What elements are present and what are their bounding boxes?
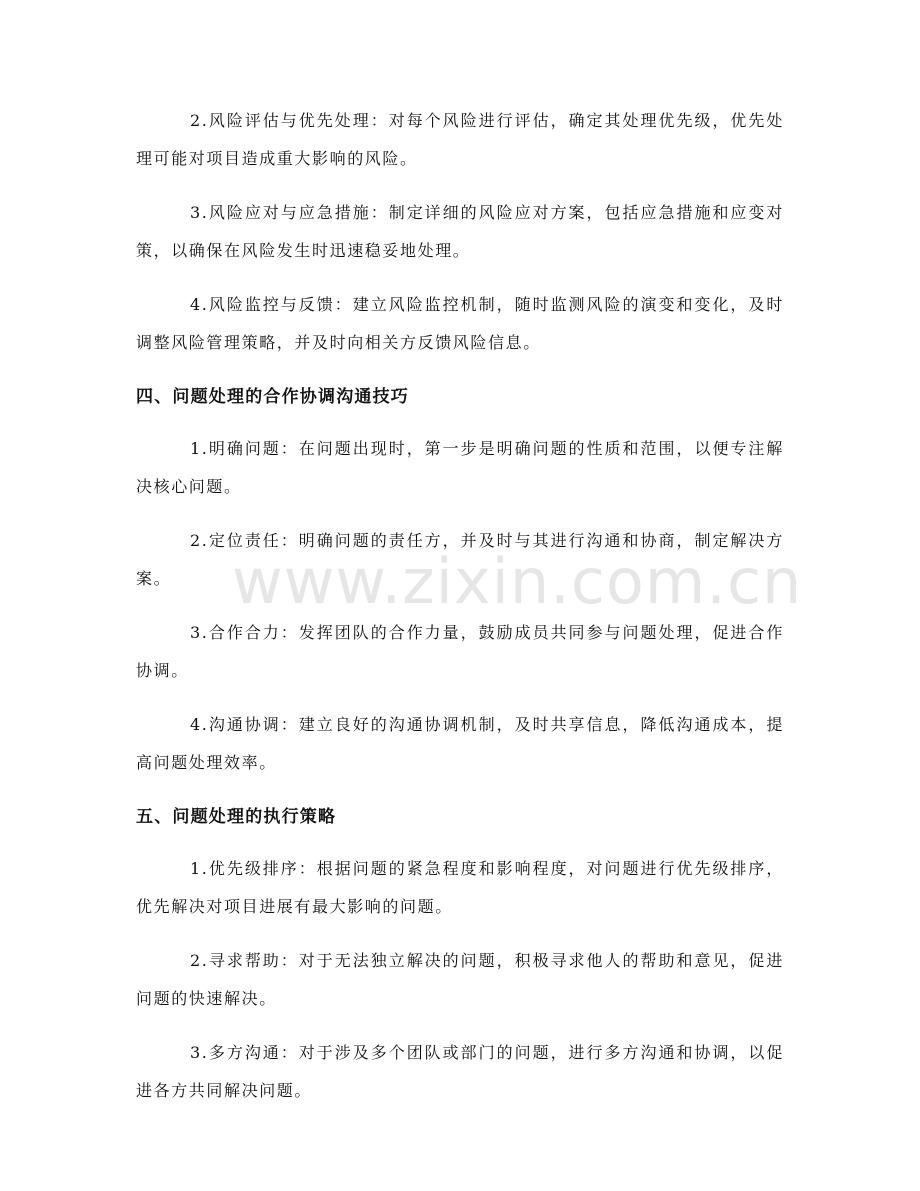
paragraph-risk-response: 3.风险应对与应急措施：制定详细的风险应对方案，包括应急措施和应变对策，以确保在风险发生时迅速稳妥地处理。 <box>136 203 784 260</box>
watermark: www.zixin.com.cn <box>232 545 803 618</box>
paragraph-multi-party-communication: 3.多方沟通：对于涉及多个团队或部门的问题，进行多方沟通和协调，以促进各方共同解决问题。 <box>136 1043 784 1100</box>
paragraph-risk-assessment: 2.风险评估与优先处理：对每个风险进行评估，确定其处理优先级，优先处理可能对项目造成重大影响的风险。 <box>136 111 784 168</box>
section-heading-cooperation: 四、问题处理的合作协调沟通技巧 <box>136 387 409 407</box>
paragraph-seek-help: 2.寻求帮助：对于无法独立解决的问题，积极寻求他人的帮助和意见，促进问题的快速解决。 <box>136 951 784 1008</box>
paragraph-communication: 4.沟通协调：建立良好的沟通协调机制，及时共享信息，降低沟通成本，提高问题处理效率。 <box>136 715 784 772</box>
section-heading-execution: 五、问题处理的执行策略 <box>136 807 337 827</box>
document-body <box>136 102 784 1126</box>
paragraph-team-cooperation: 3.合作合力：发挥团队的合作力量，鼓励成员共同参与问题处理，促进合作协调。 <box>136 623 784 680</box>
paragraph-priority-sorting: 1.优先级排序：根据问题的紧急程度和影响程度，对问题进行优先级排序，优先解决对项目进展有最大影响的问题。 <box>136 859 784 916</box>
paragraph-assign-responsibility: 2.定位责任：明确问题的责任方，并及时与其进行沟通和协商，制定解决方案。 <box>136 531 784 588</box>
paragraph-clarify-problem: 1.明确问题：在问题出现时，第一步是明确问题的性质和范围，以便专注解决核心问题。 <box>136 439 784 496</box>
paragraph-risk-monitoring: 4.风险监控与反馈：建立风险监控机制，随时监测风险的演变和变化，及时调整风险管理策略，并及时向相关方反馈风险信息。 <box>136 295 784 352</box>
